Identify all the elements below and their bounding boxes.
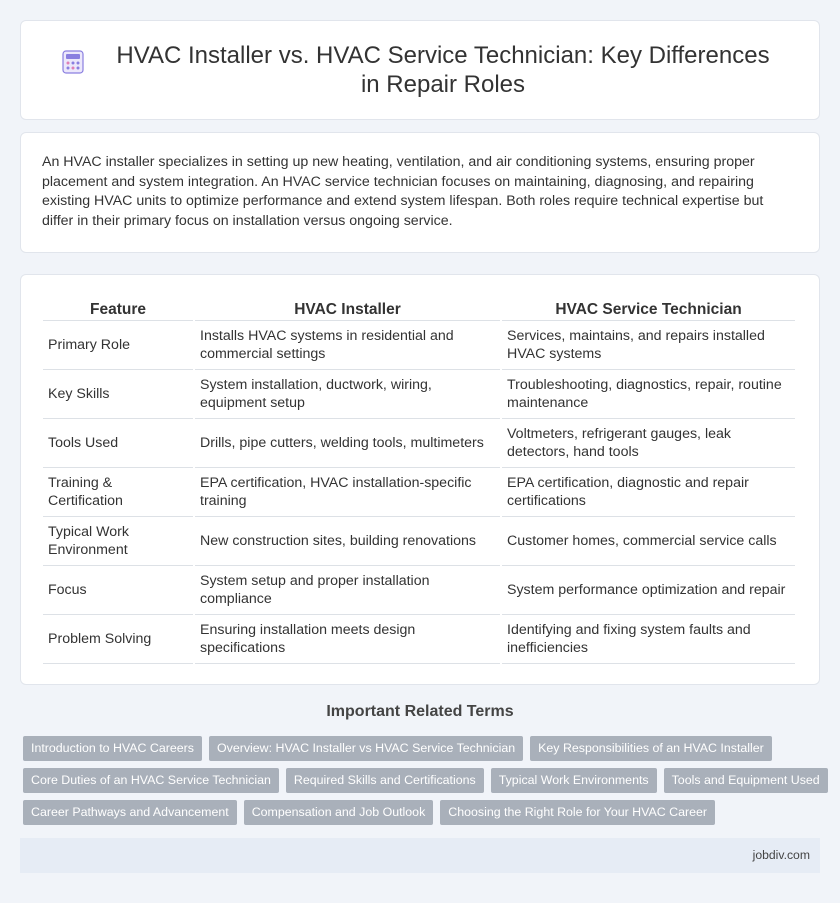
technician-cell: Identifying and fixing system faults and inefficiencies <box>502 615 795 664</box>
footer <box>20 838 820 873</box>
intro-paragraph: An HVAC installer specializes in setting up new heating, ventilation, and air conditioning systems, ensuring proper placement and system integration. An HVAC service technician focuses on maintaining, diagnosing, and repairing existing HVAC units to optimize performance and extend system lifespan. Both roles require technical expertise but differ in their primary focus on installation versus ongoing service. <box>42 154 764 229</box>
title-card <box>20 20 820 120</box>
calculator-icon <box>60 49 86 75</box>
technician-cell: Services, maintains, and repairs installed HVAC systems <box>502 321 795 370</box>
table-header-row <box>43 295 795 321</box>
related-term-tag[interactable]: Overview: HVAC Installer vs HVAC Service Technician <box>209 736 523 761</box>
related-term-tag[interactable]: Career Pathways and Advancement <box>23 800 237 825</box>
table-row <box>43 517 795 566</box>
related-term-tag[interactable]: Compensation and Job Outlook <box>244 800 434 825</box>
technician-cell: System performance optimization and repair <box>502 566 795 615</box>
installer-cell: System setup and proper installation compliance <box>195 566 500 615</box>
related-terms-tags <box>23 736 823 832</box>
installer-cell: New construction sites, building renovations <box>195 517 500 566</box>
tag-row <box>23 736 823 761</box>
column-header-feature: Feature <box>43 295 193 321</box>
related-term-tag[interactable]: Tools and Equipment Used <box>664 768 828 793</box>
technician-cell: Customer homes, commercial service calls <box>502 517 795 566</box>
installer-cell: Drills, pipe cutters, welding tools, multimeters <box>195 419 500 468</box>
technician-cell: Voltmeters, refrigerant gauges, leak detectors, hand tools <box>502 419 795 468</box>
column-header-installer: HVAC Installer <box>195 295 500 321</box>
intro-card <box>20 132 820 253</box>
footer-site-link[interactable]: jobdiv.com <box>752 848 810 862</box>
feature-cell: Tools Used <box>43 419 193 468</box>
related-term-tag[interactable]: Key Responsibilities of an HVAC Installer <box>530 736 772 761</box>
feature-cell: Key Skills <box>43 370 193 419</box>
feature-cell: Typical Work Environment <box>43 517 193 566</box>
page-title: HVAC Installer vs. HVAC Service Technician: Key Differences in Repair Roles <box>116 42 770 98</box>
technician-cell: EPA certification, diagnostic and repair certifications <box>502 468 795 517</box>
feature-cell: Primary Role <box>43 321 193 370</box>
table-row <box>43 321 795 370</box>
comparison-table <box>41 295 797 664</box>
comparison-card <box>20 274 820 685</box>
tag-row <box>23 800 823 825</box>
related-terms-title: Important Related Terms <box>326 703 514 720</box>
related-term-tag[interactable]: Required Skills and Certifications <box>286 768 484 793</box>
title-wrap <box>60 41 780 99</box>
related-term-tag[interactable]: Typical Work Environments <box>491 768 657 793</box>
installer-cell: Ensuring installation meets design specifications <box>195 615 500 664</box>
installer-cell: Installs HVAC systems in residential and commercial settings <box>195 321 500 370</box>
feature-cell: Focus <box>43 566 193 615</box>
installer-cell: EPA certification, HVAC installation-specific training <box>195 468 500 517</box>
table-row <box>43 370 795 419</box>
technician-cell: Troubleshooting, diagnostics, repair, routine maintenance <box>502 370 795 419</box>
table-row <box>43 419 795 468</box>
related-term-tag[interactable]: Core Duties of an HVAC Service Technician <box>23 768 279 793</box>
table-row <box>43 566 795 615</box>
feature-cell: Training & Certification <box>43 468 193 517</box>
feature-cell: Problem Solving <box>43 615 193 664</box>
table-row <box>43 615 795 664</box>
related-term-tag[interactable]: Choosing the Right Role for Your HVAC Career <box>440 800 715 825</box>
column-header-technician: HVAC Service Technician <box>502 295 795 321</box>
installer-cell: System installation, ductwork, wiring, equipment setup <box>195 370 500 419</box>
table-row <box>43 468 795 517</box>
tag-row <box>23 768 823 793</box>
related-term-tag[interactable]: Introduction to HVAC Careers <box>23 736 202 761</box>
